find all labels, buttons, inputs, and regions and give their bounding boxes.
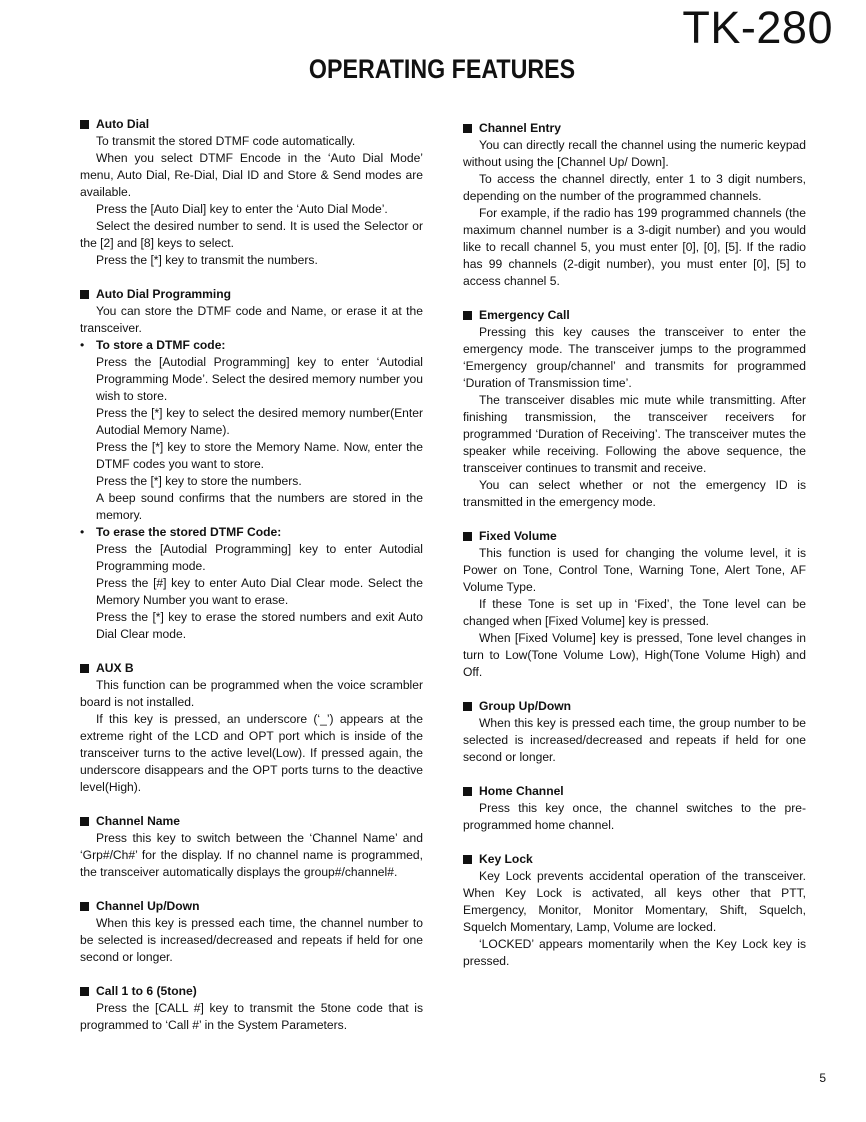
- section-channel-name: [80, 813, 423, 881]
- section-heading: Fixed Volume: [463, 528, 806, 545]
- section-heading: Channel Name: [80, 813, 423, 830]
- paragraph: Select the desired number to send. It is used the Selector or the [2] and [8] keys to select.: [80, 219, 423, 250]
- paragraph: For example, if the radio has 199 programmed channels (the maximum channel number is a 3-digit number) and you would like to recall channel 5, you must enter [0], [0], [5]. If the radio has 99 channels (2-digit number), you must enter [0], [5] to access channel 5.: [463, 206, 806, 288]
- paragraph: ‘LOCKED’ appears momentarily when the Key Lock key is pressed.: [463, 937, 806, 968]
- step: Press the [*] key to store the numbers.: [96, 474, 302, 488]
- section-channel-updown: [80, 898, 423, 966]
- step: Press the [Autodial Programming] key to enter ‘Autodial Programming Mode’. Select the desired memory number you wish to store.: [96, 355, 423, 403]
- step: Press the [*] key to erase the stored numbers and exit Auto Dial Clear mode.: [96, 610, 423, 641]
- paragraph: When [Fixed Volume] key is pressed, Tone level changes in turn to Low(Tone Volume Low), High(Tone Volume High) and Off.: [463, 631, 806, 679]
- paragraph: If these Tone is set up in ‘Fixed’, the Tone level can be changed when [Fixed Volume] key is pressed.: [463, 597, 806, 628]
- paragraph: Press this key to switch between the ‘Channel Name’ and ‘Grp#/Ch#’ for the display. If no channel name is programmed, the transceiver automatically displays the group#/channel#.: [80, 831, 423, 879]
- subheading-erase: • To erase the stored DTMF Code:: [80, 524, 423, 541]
- section-auto-dial-programming: [80, 286, 423, 643]
- section-call-1-6: [80, 983, 423, 1034]
- section-heading: Group Up/Down: [463, 698, 806, 715]
- paragraph: This function can be programmed when the voice scrambler board is not installed.: [80, 678, 423, 709]
- paragraph: Press this key once, the channel switches to the pre-programmed home channel.: [463, 801, 806, 832]
- paragraph: You can store the DTMF code and Name, or erase it at the transceiver.: [80, 304, 423, 335]
- step: Press the [Autodial Programming] key to enter Autodial Programming mode.: [96, 542, 423, 573]
- section-aux-b: [80, 660, 423, 796]
- section-heading: Channel Up/Down: [80, 898, 423, 915]
- right-column: [463, 120, 806, 987]
- paragraph: Pressing this key causes the transceiver to enter the emergency mode. The transceiver jumps to the programmed ‘Emergency group/channel’ and transmits for programmed ‘Duration of Transmission time’.: [463, 325, 806, 390]
- section-home-channel: [463, 783, 806, 834]
- section-heading: Channel Entry: [463, 120, 806, 137]
- step: Press the [*] key to store the Memory Name. Now, enter the DTMF codes you want to store.: [96, 440, 423, 471]
- subheading-store: • To store a DTMF code:: [80, 337, 423, 354]
- paragraph: When you select DTMF Encode in the ‘Auto Dial Mode’ menu, Auto Dial, Re-Dial, Dial ID and Store & Send modes are available.: [80, 151, 423, 199]
- paragraph: When this key is pressed each time, the group number to be selected is increased/decreased and repeats if held for one second or longer.: [463, 716, 806, 764]
- page-title: OPERATING FEATURES: [308, 54, 576, 84]
- paragraph: Key Lock prevents accidental operation of the transceiver. When Key Lock is activated, all keys other that PTT, Emergency, Monitor, Monitor Momentary, Shift, Squelch, Squelch Momentary, Lamp, Volume are locked.: [463, 869, 806, 934]
- paragraph: You can directly recall the channel using the numeric keypad without using the [Channel Up/ Down].: [463, 138, 806, 169]
- section-emergency-call: [463, 307, 806, 511]
- section-group-updown: [463, 698, 806, 766]
- section-key-lock: [463, 851, 806, 970]
- paragraph: The transceiver disables mic mute while transmitting. After finishing transmission, the transceiver receivers for programmed ‘Duration of Receiving’. The transceiver mutes the speaker while receiving. Following the above sequence, the transceiver continues to transmit and receive.: [463, 393, 806, 475]
- section-heading: Key Lock: [463, 851, 806, 868]
- paragraph: If this key is pressed, an underscore (‘_’) appears at the extreme right of the LCD and OPT port which is inside of the transceiver turns to the active level(Low). If pressed again, the underscore disappears and the OPT ports turns to the deactive level(High).: [80, 712, 423, 794]
- page-number: 5: [819, 1071, 826, 1085]
- section-channel-entry: [463, 120, 806, 290]
- step: Press the [*] key to select the desired memory number(Enter Autodial Memory Name).: [96, 406, 423, 437]
- section-fixed-volume: [463, 528, 806, 681]
- section-heading: Auto Dial: [80, 116, 423, 133]
- paragraph: Press the [*] key to transmit the numbers.: [96, 253, 318, 267]
- section-auto-dial: [80, 116, 423, 269]
- left-column: [80, 116, 423, 1051]
- model-number: TK-280: [682, 2, 833, 53]
- paragraph: When this key is pressed each time, the channel number to be selected is increased/decreased and repeats if held for one second or longer.: [80, 916, 423, 964]
- section-heading: Auto Dial Programming: [80, 286, 423, 303]
- paragraph: This function is used for changing the volume level, it is Power on Tone, Control Tone, Warning Tone, Alert Tone, AF Volume Type.: [463, 546, 806, 594]
- section-heading: Call 1 to 6 (5tone): [80, 983, 423, 1000]
- section-heading: AUX B: [80, 660, 423, 677]
- step: A beep sound confirms that the numbers are stored in the memory.: [96, 491, 423, 522]
- section-heading: Emergency Call: [463, 307, 806, 324]
- paragraph: To access the channel directly, enter 1 to 3 digit numbers, depending on the number of the programmed channels.: [463, 172, 806, 203]
- paragraph: Press the [CALL #] key to transmit the 5tone code that is programmed to ‘Call #’ in the System Parameters.: [80, 1001, 423, 1032]
- paragraph: You can select whether or not the emergency ID is transmitted in the emergency mode.: [463, 478, 806, 509]
- section-heading: Home Channel: [463, 783, 806, 800]
- paragraph: Press the [Auto Dial] key to enter the ‘Auto Dial Mode’.: [96, 202, 388, 216]
- step: Press the [#] key to enter Auto Dial Clear mode. Select the Memory Number you want to erase.: [96, 576, 423, 607]
- paragraph: To transmit the stored DTMF code automatically.: [96, 134, 356, 148]
